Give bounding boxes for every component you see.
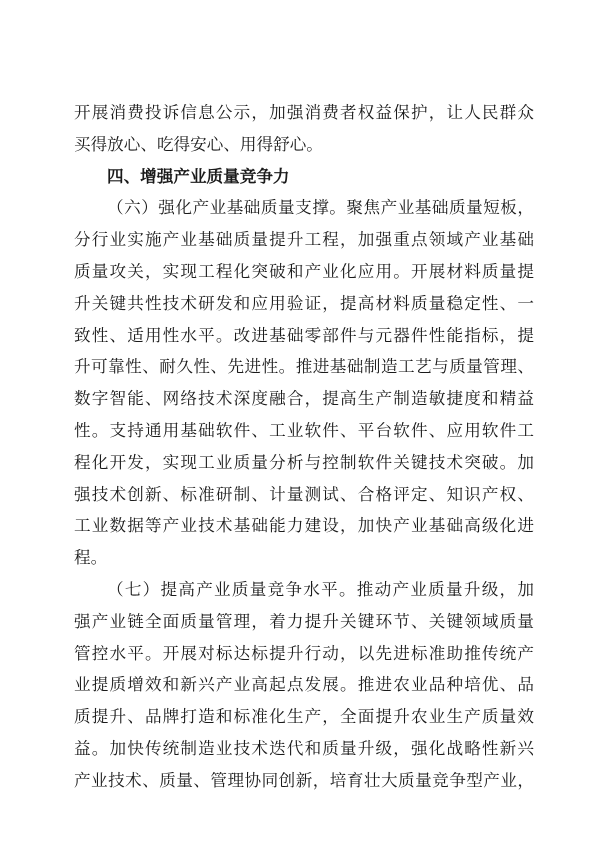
text-line: （七）提高产业质量竞争水平。推动产业质量升级，加 (107, 580, 534, 599)
text-line: 数字智能、网络技术深度融合，提高生产制造敏捷度和精益 (74, 389, 534, 409)
text-line: 分行业实施产业基础质量提升工程，加强重点领域产业基础 (74, 230, 534, 250)
text-line: 工业数据等产业技术基础能力建设，加快产业基础高级化进 (74, 516, 534, 536)
text-line: 强产业链全面质量管理，着力提升关键环节、关键领域质量 (74, 611, 534, 631)
text-line: 性。支持通用基础软件、工业软件、平台软件、应用软件工 (74, 421, 534, 440)
text-line: 质提升、品牌打造和标准化生产，全面提升农业生产质量效 (74, 707, 534, 727)
section-heading: 四、增强产业质量竞争力 (107, 166, 290, 186)
text-line: 致性、适用性水平。改进基础零部件与元器件性能指标，提 (74, 325, 534, 345)
text-line: 开展消费投诉信息公示，加强消费者权益保护，让人民群众 (74, 103, 534, 122)
text-line: 买得放心、吃得安心、用得舒心。 (74, 134, 323, 154)
text-line: 益。加快传统制造业技术迭代和质量升级，强化战略性新兴 (74, 739, 534, 758)
text-line: 产业技术、质量、管理协同创新，培育壮大质量竞争型产业， (74, 770, 534, 790)
text-line: 升可靠性、耐久性、先进性。推进基础制造工艺与质量管理、 (74, 357, 534, 377)
text-line: 管控水平。开展对标达标提升行动，以先进标准助推传统产 (74, 643, 534, 663)
text-line: 业提质增效和新兴产业高起点发展。推进农业品种培优、品 (74, 675, 534, 695)
text-line: 质量攻关，实现工程化突破和产业化应用。开展材料质量提 (74, 262, 534, 281)
text-line: 程化开发，实现工业质量分析与控制软件关键技术突破。加 (74, 452, 534, 472)
text-line: 升关键共性技术研发和应用验证，提高材料质量稳定性、一 (74, 293, 534, 313)
text-line: 强技术创新、标准研制、计量测试、合格评定、知识产权、 (74, 484, 534, 504)
text-line: 程。 (74, 548, 108, 568)
text-line: （六）强化产业基础质量支撑。聚焦产业基础质量短板， (107, 198, 534, 218)
